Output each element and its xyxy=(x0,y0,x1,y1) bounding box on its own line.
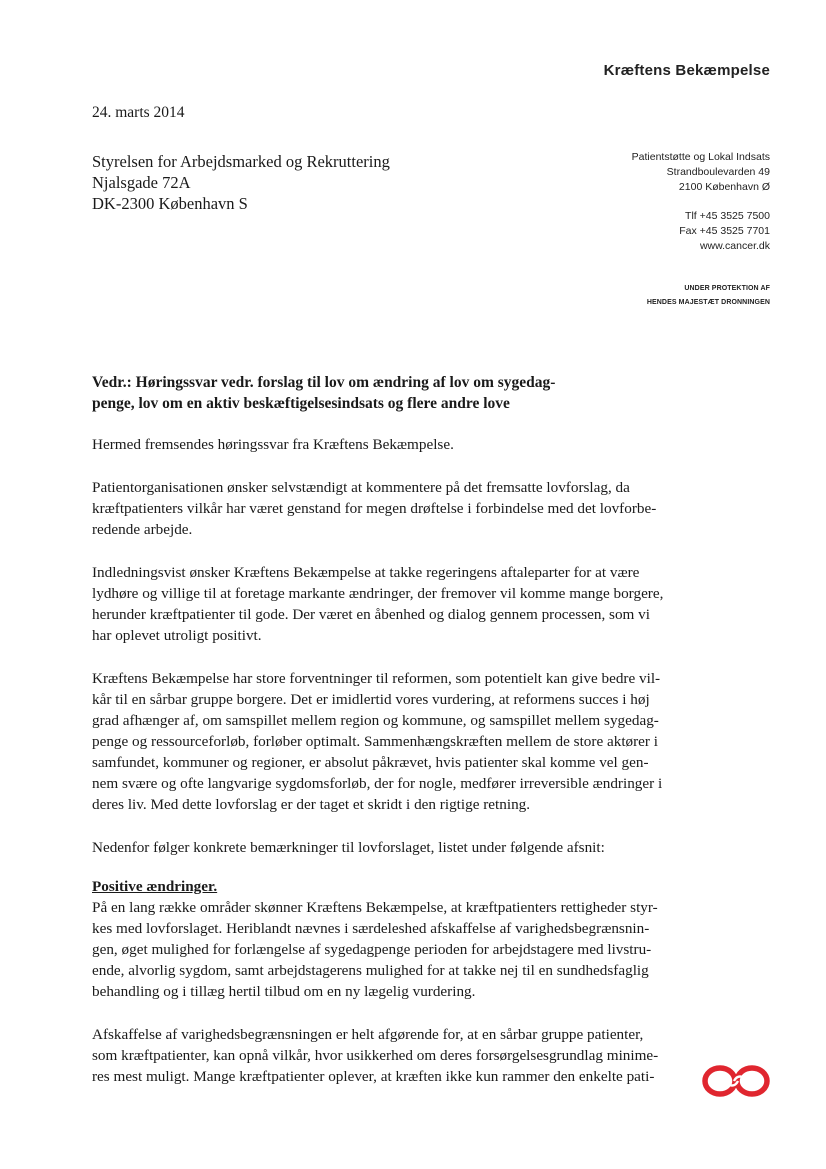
subject-line-1: Vedr.: Høringssvar vedr. forslag til lov om ændring af lov om sygedag- xyxy=(92,374,556,391)
text-line: deres liv. Med dette lovforslag er der taget et skridt i den rigtige retning. xyxy=(92,796,531,813)
sender-website: www.cancer.dk xyxy=(699,240,770,252)
sender-city: 2100 København Ø xyxy=(678,181,770,193)
text-line: Kræftens Bekæmpelse har store forventninger til reformen, som potentielt kan give bedre vil- xyxy=(92,670,661,687)
recipient-name: Styrelsen for Arbejdsmarked og Rekruttering xyxy=(92,152,390,171)
text-line: Afskaffelse af varighedsbegrænsningen er helt afgørende for, at en sårbar gruppe patienter, xyxy=(92,1026,644,1043)
section-heading: Positive ændringer. xyxy=(92,878,218,895)
recipient-city: DK-2300 København S xyxy=(92,194,248,213)
text-line: Hermed fremsendes høringssvar fra Kræftens Bekæmpelse. xyxy=(92,436,454,453)
text-line: nem svære og ofte langvarige sygdomsforløb, der for nogle, medfører irreversible ændringer i xyxy=(92,775,663,792)
subject-line-2: penge, lov om en aktiv beskæftigelsesindsats og flere andre love xyxy=(92,395,510,412)
letter-body xyxy=(92,372,736,1109)
text-line: Nedenfor følger konkrete bemærkninger til lovforslaget, listet under følgende afsnit: xyxy=(92,839,605,856)
royal-patronage xyxy=(647,282,770,310)
text-line: har oplevet utroligt positivt. xyxy=(92,627,262,644)
text-line: Patientorganisationen ønsker selvstændigt at kommentere på det fremsatte lovforslag, da xyxy=(92,479,630,496)
paragraph xyxy=(92,897,736,1002)
text-line: res mest muligt. Mange kræftpatienter oplever, at kræften ikke kun rammer den enkelte pati- xyxy=(92,1068,655,1085)
paragraph xyxy=(92,1024,736,1087)
text-line: kes med lovforslaget. Heriblandt nævnes i særdeleshed afskaffelse af varighedsbegrænsnin- xyxy=(92,920,650,937)
sender-phone: Tlf +45 3525 7500 xyxy=(685,210,770,222)
text-line: ende, alvorlig sygdom, samt arbejdstagerens mulighed for at takke nej til en sundhedsfaglig xyxy=(92,962,649,979)
paragraph xyxy=(92,668,736,815)
paragraph xyxy=(92,562,736,646)
sender-department: Patientstøtte og Lokal Indsats xyxy=(631,151,770,163)
cancer-society-logo-icon xyxy=(700,1062,772,1100)
text-line: gen, øget mulighed for forlængelse af sygedagpenge perioden for arbejdstagere med livstru- xyxy=(92,941,652,958)
text-line: kræftpatienters vilkår har været genstand for megen drøftelse i forbindelse med det lovforbe- xyxy=(92,500,657,517)
letter-date: 24. marts 2014 xyxy=(92,104,185,121)
sender-contact-block xyxy=(632,150,770,254)
text-line: som kræftpatienter, kan opnå vilkår, hvor usikkerhed om deres forsørgelsesgrundlag minime- xyxy=(92,1047,659,1064)
paragraph xyxy=(92,477,736,540)
section-positive-changes xyxy=(92,876,736,1002)
paragraph xyxy=(92,837,736,858)
patronage-line-1: UNDER PROTEKTION AF xyxy=(684,285,770,292)
text-line: Indledningsvist ønsker Kræftens Bekæmpelse at takke regeringens aftaleparter for at være xyxy=(92,564,640,581)
subject-line xyxy=(92,372,736,414)
paragraph xyxy=(92,434,736,455)
text-line: lydhøre og villige til at foretage markante ændringer, der fremover vil komme mange borgere, xyxy=(92,585,664,602)
text-line: kår til en sårbar gruppe borgere. Det er imidlertid vores vurdering, at reformens succes i høj xyxy=(92,691,650,708)
text-line: grad afhænger af, om samspillet mellem region og kommune, og samspillet mellem sygedag- xyxy=(92,712,659,729)
recipient-address xyxy=(92,151,390,214)
organization-name: Kræftens Bekæmpelse xyxy=(603,62,770,79)
patronage-line-2: HENDES MAJESTÆT DRONNINGEN xyxy=(646,299,770,306)
text-line: herunder kræftpatienter til gode. Der været en åbenhed og dialog gennem processen, som vi xyxy=(92,606,650,623)
text-line: behandling og i tillæg hertil tilbud om en ny lægelig vurdering. xyxy=(92,983,476,1000)
text-line: penge og ressourceforløb, forløber optimalt. Sammenhængskræften mellem de store aktører i xyxy=(92,733,659,750)
sender-street: Strandboulevarden 49 xyxy=(666,166,770,178)
text-line: samfundet, kommuner og regioner, er absolut påkrævet, hvis patienter skal komme vel gen- xyxy=(92,754,649,771)
sender-fax: Fax +45 3525 7701 xyxy=(679,225,770,237)
recipient-street: Njalsgade 72A xyxy=(92,173,191,192)
text-line: redende arbejde. xyxy=(92,521,193,538)
text-line: På en lang række områder skønner Kræftens Bekæmpelse, at kræftpatienters rettigheder styr- xyxy=(92,899,658,916)
